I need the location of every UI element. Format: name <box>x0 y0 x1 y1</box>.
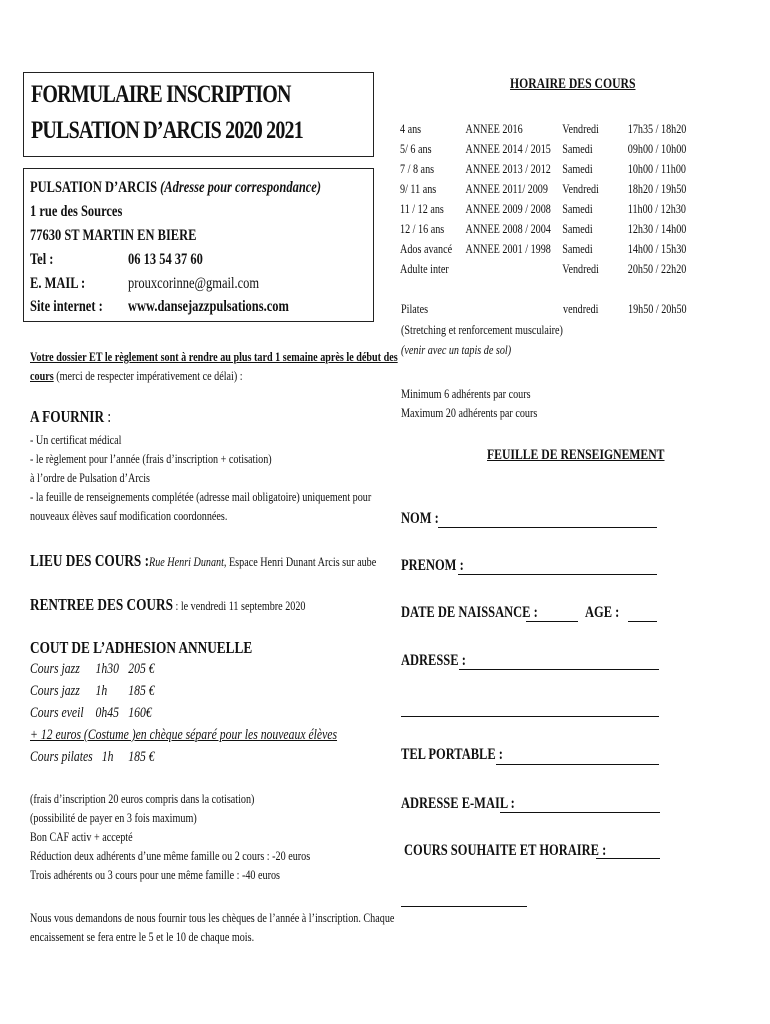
address-box <box>23 168 374 322</box>
price-name: Cours pilates <box>30 749 93 765</box>
fournir-item-4: - la feuille de renseignements complétée (adresse mail obligatoire) uniquement pour <box>30 489 372 504</box>
org-name: PULSATION D’ARCIS <box>30 179 158 196</box>
cours-souhaite-field[interactable] <box>596 858 660 859</box>
age-field[interactable] <box>628 621 657 622</box>
form-title-line1: FORMULAIRE INSCRIPTION <box>31 81 291 108</box>
schedule-age: 5/ 6 ans <box>400 141 432 156</box>
mail-value[interactable]: prouxcorinne@gmail.com <box>128 275 260 292</box>
tel-label: Tel : <box>30 251 54 268</box>
price-row-3 <box>30 705 152 722</box>
schedule-age: Adulte inter <box>400 261 449 276</box>
nom-field[interactable] <box>438 527 657 528</box>
schedule-table <box>400 119 689 279</box>
price-duration: 1h <box>101 749 114 765</box>
pilates-time: 19h50 / 20h50 <box>628 301 687 316</box>
pilates-note: (Stretching et renforcement musculaire) <box>401 322 563 337</box>
org-note: (Adresse pour correspondance) <box>160 179 321 196</box>
rentree-line <box>30 595 305 615</box>
max-adherents: Maximum 20 adhérents par cours <box>401 405 538 420</box>
price-value: 185 € <box>128 749 155 765</box>
schedule-row <box>400 139 686 159</box>
price-row-pilates <box>30 749 155 766</box>
pilates-note-2: (venir avec un tapis de sol) <box>401 342 512 357</box>
schedule-time: 14h00 / 15h30 <box>627 241 687 256</box>
note-1: (frais d’inscription 20 euros compris dans la cotisation) <box>30 791 255 806</box>
schedule-year: ANNEE 2008 / 2004 <box>465 221 551 236</box>
schedule-day: Samedi <box>562 201 593 216</box>
adresse-field-2[interactable] <box>401 716 659 717</box>
price-duration: 1h30 <box>95 661 119 677</box>
note-4: Réduction deux adhérents d’une même famille ou 2 cours : -20 euros <box>30 848 311 863</box>
schedule-age: 4 ans <box>400 121 422 136</box>
note-5: Trois adhérents ou 3 cours pour une même famille : -40 euros <box>30 867 280 882</box>
pilates-day: vendredi <box>563 301 599 316</box>
street: 1 rue des Sources <box>30 203 123 220</box>
schedule-year: ANNEE 2011/ 2009 <box>465 181 548 196</box>
fournir-item-5: nouveaux élèves sauf modification coordonnées. <box>30 508 228 523</box>
fournir-title: A FOURNIR <box>30 407 105 426</box>
schedule-day: Samedi <box>562 141 593 156</box>
schedule-time: 12h30 / 14h00 <box>627 221 687 236</box>
fournir-heading <box>30 407 111 427</box>
price-value: 205 € <box>128 661 155 677</box>
schedule-age: 9/ 11 ans <box>400 181 437 196</box>
schedule-year <box>466 259 563 279</box>
schedule-time: 11h00 / 12h30 <box>627 201 686 216</box>
lieu-line <box>30 551 376 571</box>
schedule-time: 18h20 / 19h50 <box>627 181 687 196</box>
rentree-label: RENTREE DES COURS <box>30 595 173 614</box>
schedule-time: 09h00 / 10h00 <box>627 141 687 156</box>
adresse-field[interactable] <box>459 669 659 670</box>
schedule-day: Samedi <box>562 161 593 176</box>
mail-label: E. MAIL : <box>30 275 86 292</box>
org-line <box>30 179 321 197</box>
tel-portable-label: TEL PORTABLE : <box>401 746 503 763</box>
fournir-colon: : <box>104 407 112 426</box>
schedule-age: Ados avancé <box>400 241 453 256</box>
naissance-field[interactable] <box>526 621 578 622</box>
schedule-year: ANNEE 2016 <box>465 121 523 136</box>
schedule-row <box>400 219 686 239</box>
site-label: Site internet : <box>30 298 103 315</box>
cout-heading: COUT DE L’ADHESION ANNUELLE <box>30 638 253 657</box>
price-duration: 0h45 <box>95 705 119 721</box>
fournir-item-1: - Un certificat médical <box>30 432 122 447</box>
schedule-day: Vendredi <box>562 261 599 276</box>
notice-line2 <box>30 368 243 384</box>
naissance-label: DATE DE NAISSANCE : <box>401 604 538 621</box>
price-name: Cours jazz <box>30 661 80 677</box>
title-box <box>23 72 374 157</box>
email-field[interactable] <box>500 812 660 813</box>
schedule-row <box>400 199 686 219</box>
price-row-2 <box>30 683 155 700</box>
schedule-day: Samedi <box>562 221 593 236</box>
schedule-age: 11 / 12 ans <box>400 201 444 216</box>
site-value[interactable]: www.dansejazzpulsations.com <box>128 298 289 315</box>
feuille-heading: FEUILLE DE RENSEIGNEMENT <box>487 447 665 463</box>
tel-value: 06 13 54 37 60 <box>128 251 203 268</box>
schedule-age: 12 / 16 ans <box>400 221 445 236</box>
schedule-year: ANNEE 2013 / 2012 <box>465 161 551 176</box>
prenom-label: PRENOM : <box>401 557 464 574</box>
note-2: (possibilité de payer en 3 fois maximum) <box>30 810 197 825</box>
age-label: AGE : <box>585 604 620 621</box>
notice-cours: cours <box>30 368 54 383</box>
cours-souhaite-label: COURS SOUHAITE ET HORAIRE : <box>404 842 607 859</box>
costume-line: + 12 euros (Costume )en chèque séparé pour les nouveaux élèves <box>30 727 338 743</box>
schedule-row <box>400 119 686 139</box>
city: 77630 ST MARTIN EN BIERE <box>30 227 197 244</box>
schedule-row <box>400 259 686 279</box>
schedule-day: Vendredi <box>562 181 599 196</box>
min-adherents: Minimum 6 adhérents par cours <box>401 386 531 401</box>
lieu-rest: , Espace Henri Dunant Arcis sur aube <box>223 554 377 569</box>
price-value: 185 € <box>128 683 155 699</box>
prenom-field[interactable] <box>458 574 657 575</box>
horaire-heading: HORAIRE DES COURS <box>510 76 636 92</box>
price-value: 160€ <box>128 705 152 721</box>
schedule-age: 7 / 8 ans <box>400 161 435 176</box>
fournir-item-2: - le règlement pour l’année (frais d’inscription + cotisation) <box>30 451 272 466</box>
schedule-row <box>400 179 686 199</box>
schedule <box>400 119 686 279</box>
rentree-rest: : le vendredi 11 septembre 2020 <box>172 598 306 613</box>
schedule-row <box>400 159 686 179</box>
cours-souhaite-field-2[interactable] <box>401 906 527 907</box>
lieu-street: Rue Henri Dunant <box>148 554 224 569</box>
email-label: ADRESSE E-MAIL : <box>401 795 515 812</box>
schedule-time: 20h50 / 22h20 <box>627 261 687 276</box>
pilates-name: Pilates <box>401 301 429 316</box>
tel-portable-field[interactable] <box>496 764 659 765</box>
footer-1: Nous vous demandons de nous fournir tous les chèques de l’année à l’inscription. Chaque <box>30 910 395 925</box>
price-row-1 <box>30 661 155 678</box>
price-duration: 1h <box>95 683 108 699</box>
schedule-time: 10h00 / 11h00 <box>627 161 686 176</box>
schedule-day: Samedi <box>562 241 593 256</box>
price-name: Cours eveil <box>30 705 84 721</box>
schedule-row <box>400 239 686 259</box>
notice-rest: (merci de respecter impérativement ce délai) : <box>53 368 243 383</box>
fournir-item-3: à l’ordre de Pulsation d’Arcis <box>30 470 150 485</box>
schedule-time: 17h35 / 18h20 <box>627 121 687 136</box>
price-name: Cours jazz <box>30 683 80 699</box>
schedule-day: Vendredi <box>562 121 599 136</box>
note-3: Bon CAF activ + accepté <box>30 829 133 844</box>
schedule-year: ANNEE 2009 / 2008 <box>465 201 551 216</box>
lieu-label: LIEU DES COURS : <box>30 551 149 570</box>
footer-2: encaissement se fera entre le 5 et le 10 de chaque mois. <box>30 929 255 944</box>
schedule-year: ANNEE 2014 / 2015 <box>465 141 551 156</box>
schedule-year: ANNEE 2001 / 1998 <box>465 241 551 256</box>
form-title-line2: PULSATION D’ARCIS 2020 2021 <box>31 117 303 144</box>
notice-bold: Votre dossier ET le règlement sont à rendre au plus tard 1 semaine après le début des <box>30 349 398 364</box>
adresse-label: ADRESSE : <box>401 652 466 669</box>
nom-label: NOM : <box>401 510 439 527</box>
